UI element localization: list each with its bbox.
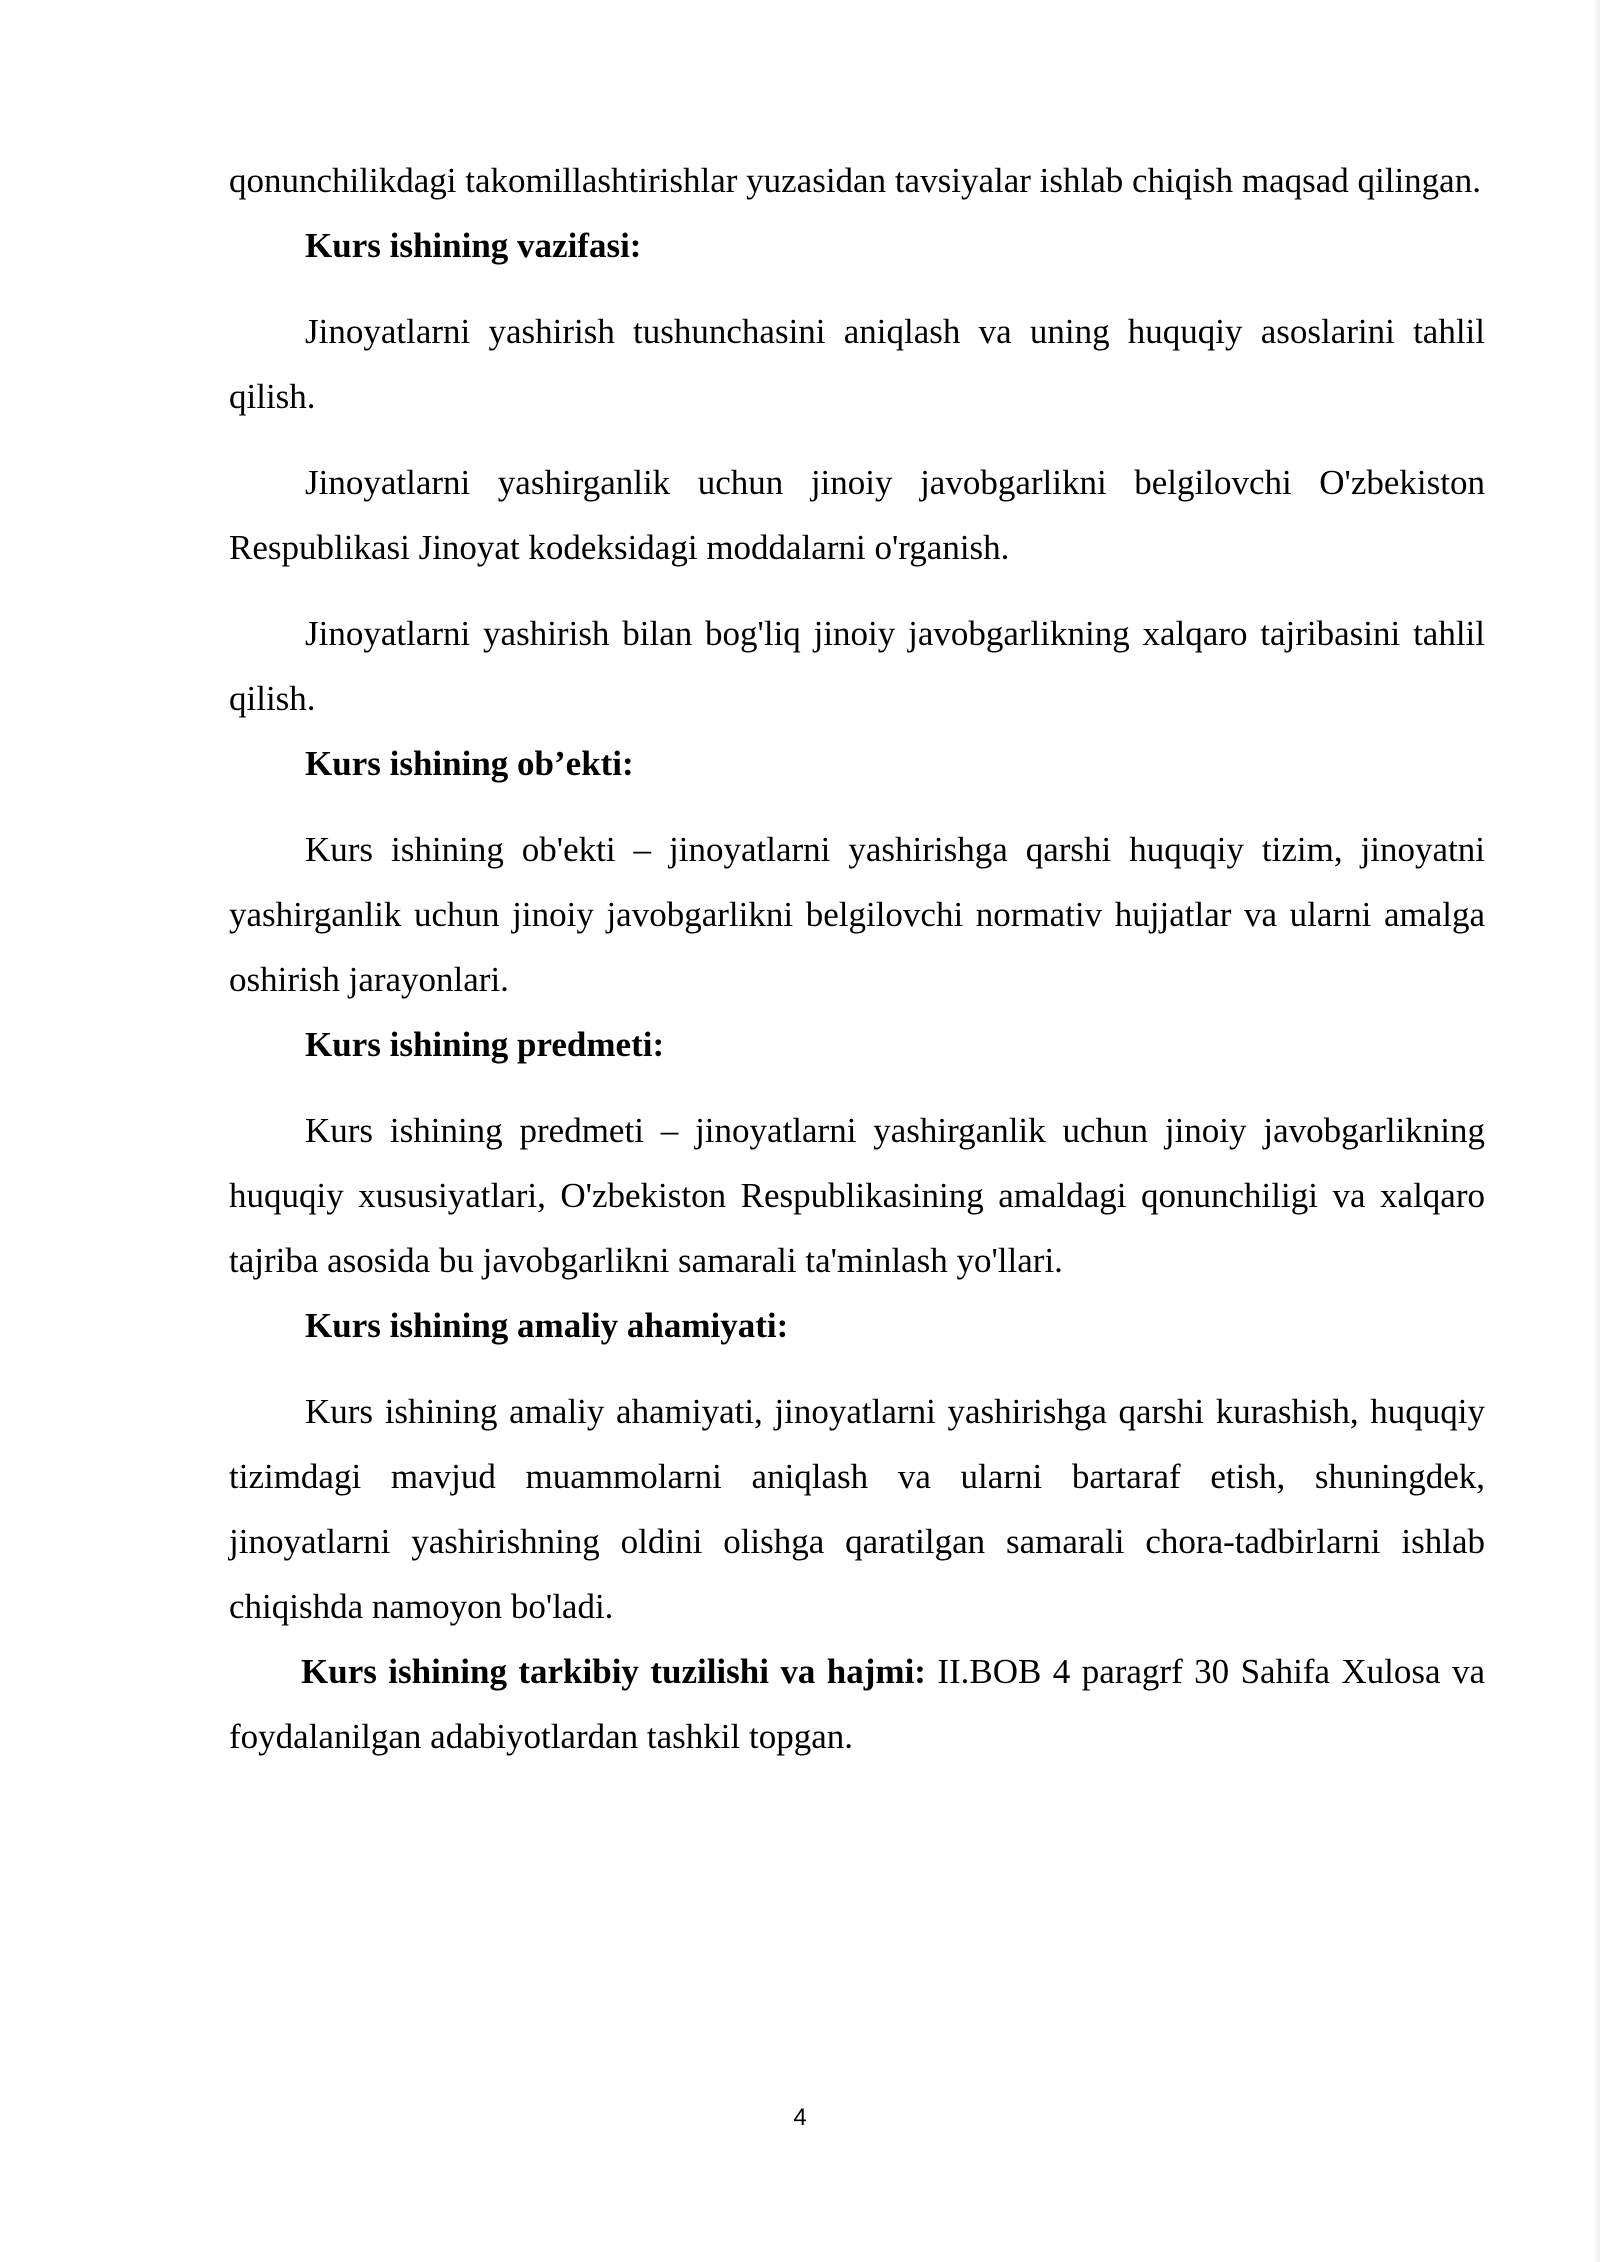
amaliy-ahamiyati-paragraph: Kurs ishining amaliy ahamiyati, jinoyatlarni yashirishga qarshi kurashish, huquqiy tizimdagi mavjud muammolarni aniqlash va ularni bartaraf etish, shuningdek, jinoyatlarni yashirishning oldini olishga qaratilgan samarali chora-tadbirlarni ishlab chiqishda namoyon bo'ladi. bbox=[229, 1392, 1485, 1626]
page-edge-shadow bbox=[1592, 0, 1600, 2262]
predmeti-paragraph: Kurs ishining predmeti – jinoyatlarni yashirganlik uchun jinoiy javobgarlikning huquqiy xususiyatlari, O'zbekiston Respublikasining amaldagi qonunchiligi va xalqaro tajriba asosida bu javobgarlikni samarali ta'minlash yo'llari. bbox=[229, 1111, 1485, 1280]
intro-paragraph: qonunchilikdagi takomillashtirishlar yuzasidan tavsiyalar ishlab chiqish maqsad qilingan. bbox=[229, 161, 1481, 200]
obekti-paragraph: Kurs ishining ob'ekti – jinoyatlarni yashirishga qarshi huquqiy tizim, jinoyatni yashirganlik uchun jinoiy javobgarlikni belgilovchi normativ hujjatlar va ularni amalga oshirish jarayonlari. bbox=[229, 830, 1485, 999]
tarkibiy-paragraph bbox=[229, 1639, 1485, 1769]
vazifa-paragraph-1: Jinoyatlarni yashirish tushunchasini aniqlash va uning huquqiy asoslarini tahlil qilish. bbox=[229, 312, 1485, 416]
heading-tarkibiy-tuzilishi: Kurs ishining tarkibiy tuzilishi va hajmi: bbox=[301, 1652, 926, 1691]
heading-obekti: Kurs ishining ob’ekti: bbox=[305, 744, 634, 783]
heading-predmeti: Kurs ishining predmeti: bbox=[305, 1025, 665, 1064]
page-number: 4 bbox=[793, 2104, 807, 2131]
tarkibiy-text: II.BOB 4 paragrf 30 Sahifa Xulosa va foydalanilgan adabiyotlardan tashkil topgan. bbox=[229, 1652, 1485, 1756]
page-body bbox=[229, 148, 1485, 1769]
heading-amaliy-ahamiyati: Kurs ishining amaliy ahamiyati: bbox=[305, 1306, 789, 1345]
heading-vazifasi: Kurs ishining vazifasi: bbox=[305, 226, 642, 265]
vazifa-paragraph-2: Jinoyatlarni yashirganlik uchun jinoiy javobgarlikni belgilovchi O'zbekiston Respublikasi Jinoyat kodeksidagi moddalarni o'rganish. bbox=[229, 463, 1485, 567]
vazifa-paragraph-3: Jinoyatlarni yashirish bilan bog'liq jinoiy javobgarlikning xalqaro tajribasini tahlil qilish. bbox=[229, 614, 1485, 718]
